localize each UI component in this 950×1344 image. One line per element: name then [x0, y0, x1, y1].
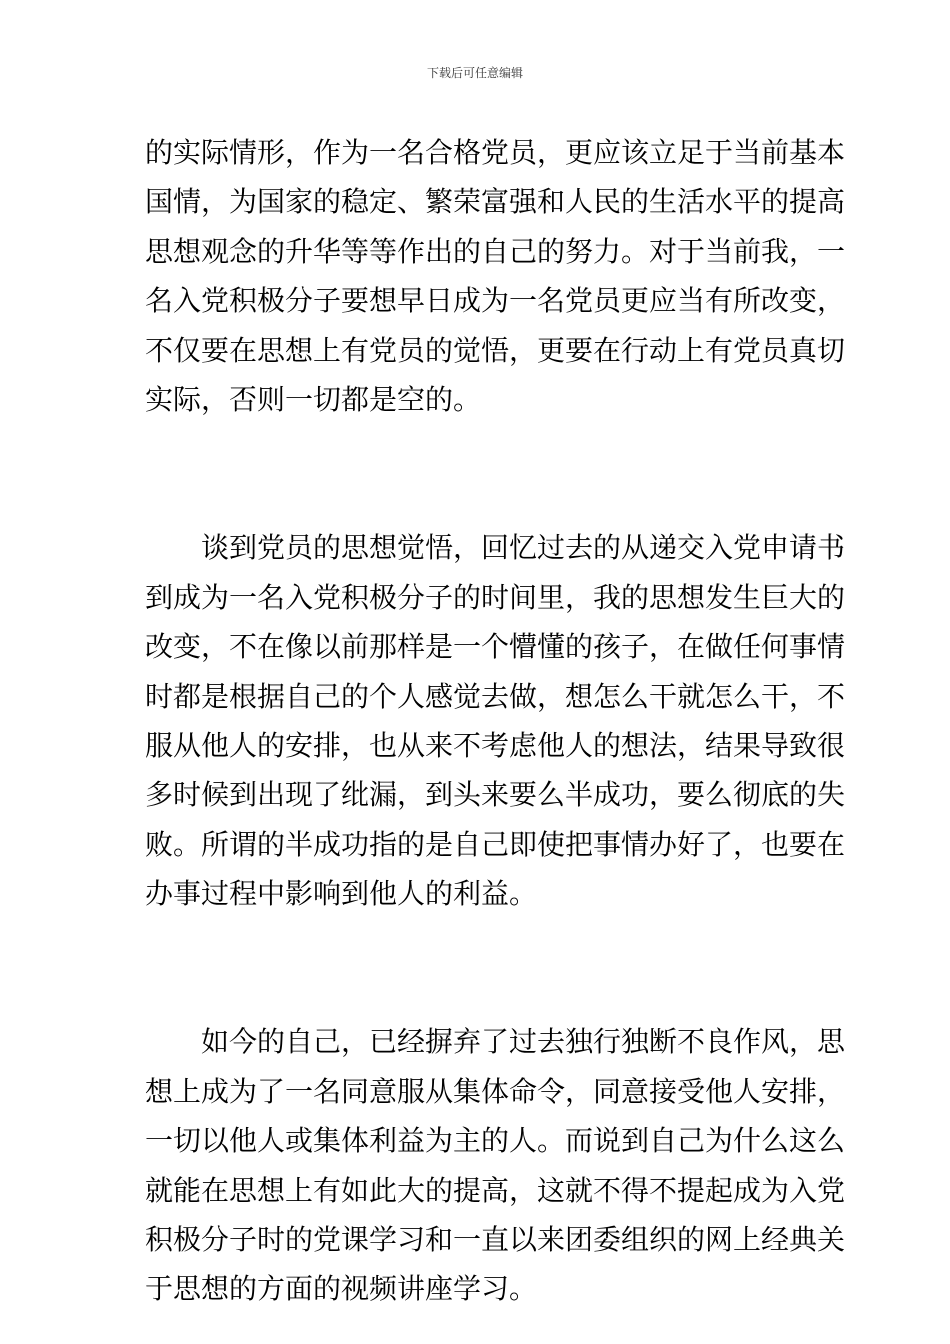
text-line: 办事过程中影响到他人的利益。	[145, 877, 538, 911]
text-line: 败。所谓的半成功指的是自己即使把事情办好了，也要在	[145, 827, 846, 861]
text-line: 时都是根据自己的个人感觉去做，想怎么干就怎么干，不	[145, 679, 846, 713]
text-line: 想上成为了一名同意服从集体命令，同意接受他人安排，	[145, 1074, 846, 1108]
text-line: 多时候到出现了纰漏，到头来要么半成功，要么彻底的失	[145, 778, 846, 812]
text-line: 名入党积极分子要想早日成为一名党员更应当有所改变，	[145, 284, 846, 318]
paragraph-2	[145, 523, 846, 918]
text-line: 服从他人的安排，也从来不考虑他人的想法，结果导致很	[145, 728, 846, 762]
text-line: 谈到党员的思想觉悟，回忆过去的从递交入党申请书	[145, 531, 846, 565]
text-line: 一切以他人或集体利益为主的人。而说到自己为什么这么	[145, 1124, 846, 1158]
text-line: 积极分子时的党课学习和一直以来团委组织的网上经典关	[145, 1223, 846, 1257]
text-line: 如今的自己，已经摒弃了过去独行独断不良作风，思	[145, 1025, 846, 1059]
text-line: 到成为一名入党积极分子的时间里，我的思想发生巨大的	[145, 580, 846, 614]
text-line: 于思想的方面的视频讲座学习。	[145, 1272, 538, 1306]
text-line: 改变，不在像以前那样是一个懵懂的孩子，在做任何事情	[145, 630, 846, 664]
document-body	[145, 128, 846, 1314]
text-line: 就能在思想上有如此大的提高，这就不得不提起成为入党	[145, 1173, 846, 1207]
text-line: 国情，为国家的稳定、繁荣富强和人民的生活水平的提高	[145, 185, 846, 219]
paragraph-1	[145, 128, 846, 424]
paragraph-3	[145, 1017, 846, 1313]
paragraph-spacer	[145, 918, 810, 1017]
paragraph-spacer	[145, 424, 810, 523]
text-line: 实际，否则一切都是空的。	[145, 382, 482, 416]
text-line: 的实际情形，作为一名合格党员，更应该立足于当前基本	[145, 136, 846, 169]
page-header: 下载后可任意编辑	[426, 66, 523, 80]
text-line: 思想观念的升华等等作出的自己的努力。对于当前我，一	[145, 234, 846, 268]
text-line: 不仅要在思想上有党员的觉悟，更要在行动上有党员真切	[145, 333, 846, 367]
